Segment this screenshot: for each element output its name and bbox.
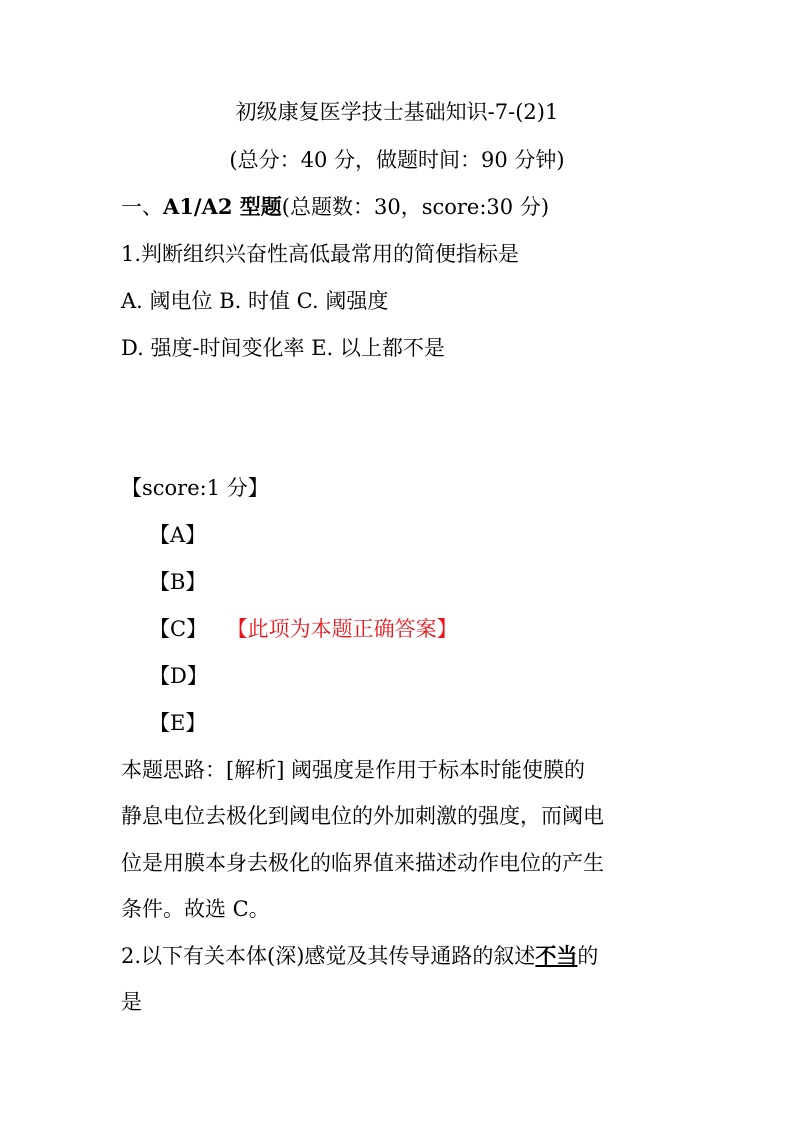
section-info: (总题数：30，score:30 分) <box>281 195 550 219</box>
analysis-line: 静息电位去极化到阈电位的外加刺激的强度，而阈电 <box>121 804 604 828</box>
choice-b: 【B】 <box>149 570 207 594</box>
choice-c-label: 【C】 <box>149 617 208 641</box>
section-name: A1/A2 型题 <box>163 194 282 219</box>
analysis-line: 位是用膜本身去极化的临界值来描述动作电位的产生 <box>121 851 604 875</box>
question-1-stem: 1.判断组织兴奋性高低最常用的简便指标是 <box>121 242 520 266</box>
choice-a: 【A】 <box>149 523 207 547</box>
question-1-options-line-1: A. 阈电位 B. 时值 C. 阈强度 <box>121 289 389 313</box>
question-2-stem-line-2: 是 <box>121 990 142 1014</box>
choice-d: 【D】 <box>149 664 208 688</box>
analysis-line: 本题思路：[解析] 阈强度是作用于标本时能使膜的 <box>121 758 586 782</box>
question-2-stem <box>121 941 598 971</box>
question-1-options-line-2: D. 强度-时间变化率 E. 以上都不是 <box>121 336 445 360</box>
question-2-emphasis: 不当 <box>535 943 578 968</box>
correct-answer-note: 【此项为本题正确答案】 <box>237 617 458 641</box>
document-title: 初级康复医学技士基础知识-7-(2)1 <box>235 100 559 124</box>
question-1-score: 【score:1 分】 <box>121 476 269 500</box>
question-2-stem-text: 2.以下有关本体(深)感觉及其传导通路的叙述 <box>121 944 536 968</box>
question-2-stem-tail: 的 <box>577 944 599 968</box>
document-subtitle: (总分：40 分，做题时间：90 分钟) <box>229 148 565 172</box>
choice-c <box>149 614 458 644</box>
choice-e: 【E】 <box>149 711 207 735</box>
section-heading <box>121 192 549 222</box>
analysis-line: 条件。故选 C。 <box>121 897 270 921</box>
section-prefix: 一、 <box>121 195 163 219</box>
